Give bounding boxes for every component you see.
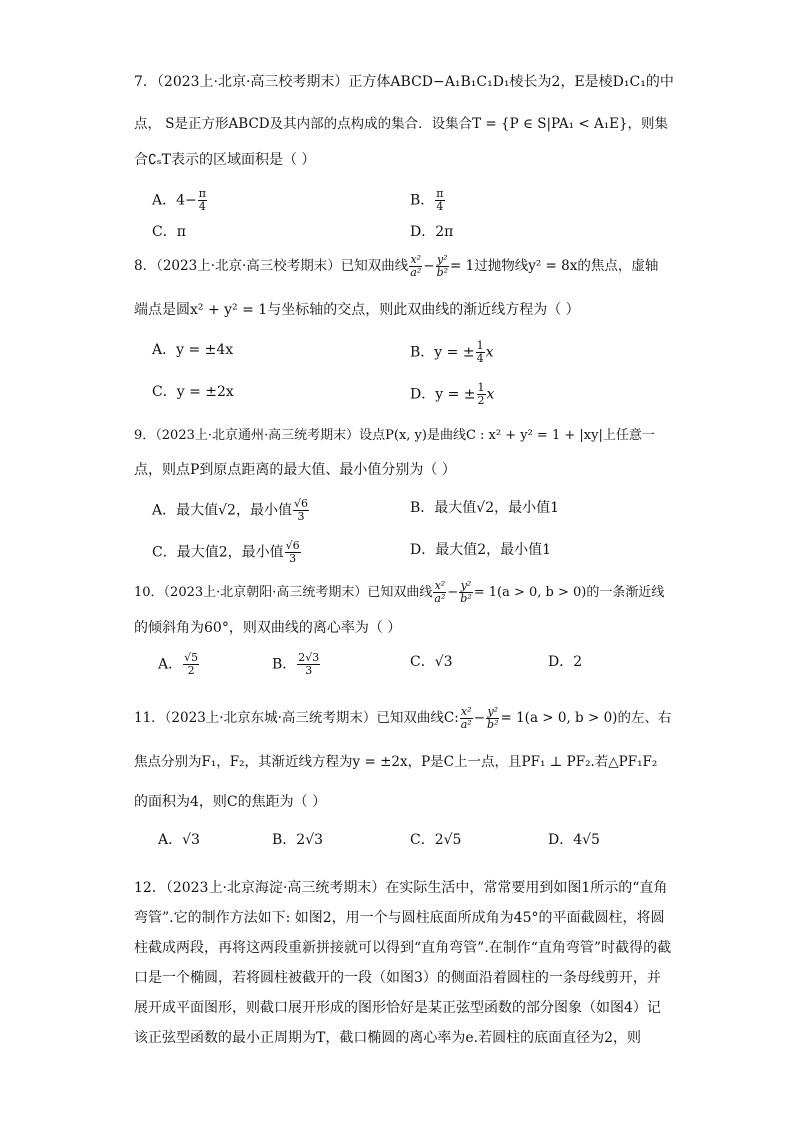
q7-option-b: B． $\frac{\pi}{4}$ [410, 187, 444, 213]
q9-option-c: C．最大值2，最小值 $\frac{√6}{3}$ [152, 539, 300, 565]
q11-option-d: D．4√5 [548, 832, 600, 848]
q11-option-a: A．√3 [158, 832, 200, 848]
q7-option-d: D．2π [410, 224, 454, 240]
q7-option-b-fraction: $\frac{\pi}{4}$ [436, 187, 444, 213]
q10-option-d: D．2 [548, 654, 583, 670]
q8-line-2: 端点是圆x² + y² = 1与坐标轴的交点，则此双曲线的渐近线方程为（ ） [134, 302, 580, 318]
q8-option-b: B．y = ± $\frac{1}{4}$ x [410, 339, 494, 365]
q10-line-1: 10．（2023上·北京朝阳·高三统考期末）已知双曲线 $\frac{\text{x²}}{\text{a²}}$ − $\frac{\text{y²}}{\text{b²}}$ = 1(a > 0, b > 0)的一条渐近线 [134, 579, 665, 605]
q11-option-c: C．2√5 [410, 832, 462, 848]
q12-line-5: 展开成平面图形，则截口展开形成的图形恰好是某正弦型函数的部分图象（如图4）记 [134, 1000, 661, 1016]
q11-line-2: 焦点分别为F₁，F₂，其渐近线方程为y = ±2x，P是C上一点，且PF₁ ⊥ PF₂.若△PF₁F₂ [134, 754, 658, 770]
q10-line-2: 的倾斜角为60°，则双曲线的离心率为（ ） [134, 620, 402, 636]
q7-option-c: C．π [152, 224, 186, 240]
q7-line-1: 7．（2023上·北京·高三校考期末）正方体ABCD−A₁B₁C₁D₁棱长为2，E是棱D₁C₁的中 [134, 74, 674, 90]
q12-line-4: 口是一个椭圆，若将圆柱被截开的一段（如图3）的侧面沿着圆柱的一条母线剪开，并 [134, 970, 661, 986]
q7-option-a-fraction: $\frac{\pi}{4}$ [198, 187, 206, 213]
q12-line-3: 柱截成两段，再将这两段重新拼接就可以得到“直角弯管”.在制作“直角弯管”时截得的截 [134, 940, 672, 956]
q11-line-3: 的面积为4，则C的焦距为（ ） [134, 794, 327, 810]
q8-line-1: 8．（2023上·北京·高三校考期末）已知双曲线 $\frac{\text{x²}}{\text{a²}}$ − $\frac{\text{y²}}{\text{b²}}$ = 1过抛物线y² = 8x的焦点，虚轴 [134, 253, 659, 279]
q11-option-b: B．2√3 [272, 832, 324, 848]
q9-line-1: 9．（2023上·北京通州·高三统考期末）设点P(x, y)是曲线C : x² + y² = 1 + |xy|上任意一 [134, 428, 655, 443]
q8-option-c: C．y = ±2x [152, 384, 234, 400]
q9-option-b: B．最大值√2，最小值1 [410, 500, 560, 516]
q9-line-2: 点，则点P到原点距离的最大值、最小值分别为（ ） [134, 462, 456, 478]
q12-line-2: 弯管”.它的制作方法如下: 如图2，用一个与圆柱底面所成角为45°的平面截圆柱，将圆 [134, 910, 665, 926]
q10-option-b: B． $\frac{2√3}{3}$ [272, 651, 320, 677]
q12-line-6: 该正弦型函数的最小正周期为T，截口椭圆的离心率为e.若圆柱的底面直径为2，则 [134, 1030, 641, 1046]
q11-line-1: 11．（2023上·北京东城·高三统考期末）已知双曲线C: $\frac{\text{x²}}{\text{a²}}$ − $\frac{\text{y²}}{\text{b²}}$ = 1(a > 0, b > 0)的左、右 [134, 705, 672, 731]
q7-line-3: 合∁ₛT表示的区域面积是（ ） [134, 152, 316, 168]
q7-line-2: 点， S是正方形ABCD及其内部的点构成的集合．设集合T = {P ∈ S|PA₁ < A₁E}，则集 [134, 116, 669, 132]
q8-option-d: D．y = ± $\frac{1}{2}$ x [410, 381, 495, 407]
q10-option-a: A． $\frac{√5}{2}$ [158, 651, 199, 677]
q7-option-a: A．4− $\frac{\pi}{4}$ [152, 187, 206, 213]
q10-option-c: C．√3 [410, 654, 453, 670]
q9-option-a: A．最大值√2，最小值 $\frac{√6}{3}$ [152, 497, 308, 523]
q9-option-d: D．最大值2，最小值1 [410, 542, 552, 558]
q8-option-a: A．y = ±4x [152, 342, 234, 358]
q12-line-1: 12．（2023上·北京海淀·高三统考期末）在实际生活中，常常要用到如图1所示的“直角 [134, 880, 668, 896]
